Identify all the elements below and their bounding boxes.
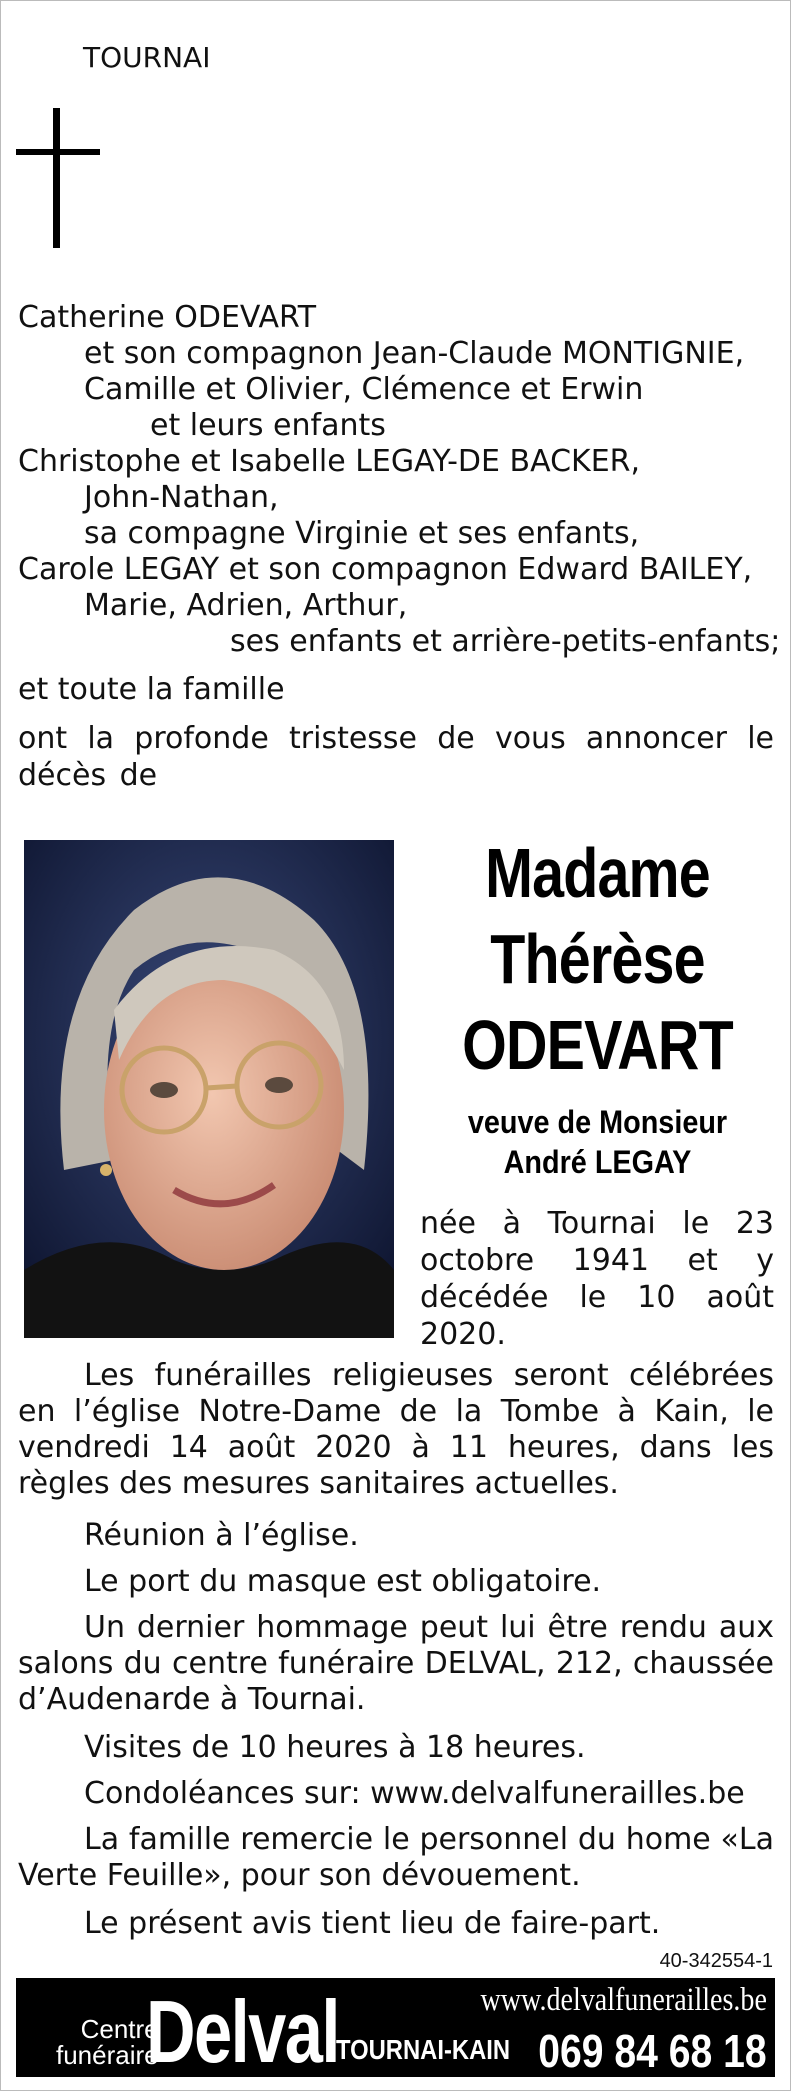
portrait-photo bbox=[24, 840, 394, 1338]
family-line: Christophe et Isabelle LEGAY-DE BACKER, bbox=[18, 444, 641, 479]
family-line: ses enfants et arrière-petits-enfants; bbox=[230, 624, 781, 659]
reference-number: 40-342554-1 bbox=[659, 1950, 773, 1972]
family-line: Carole LEGAY et son compagnon Edward BAILEY, bbox=[18, 552, 753, 587]
centre-line-1: Centre bbox=[80, 2014, 159, 2044]
deceased-title: Madame bbox=[485, 834, 710, 912]
meeting-paragraph: Réunion à l’église. bbox=[84, 1518, 359, 1553]
deceased-first-name: Thérèse bbox=[490, 920, 705, 998]
centre-line-2: funéraire bbox=[56, 2040, 159, 2070]
thanks-paragraph: La famille remercie le personnel du home «La Verte Feuille», pour son dévouement. bbox=[18, 1822, 774, 1893]
widow-line-2: André LEGAY bbox=[503, 1144, 692, 1180]
location-label: TOURNAI-KAIN bbox=[336, 2034, 511, 2065]
family-line: et leurs enfants bbox=[150, 408, 386, 443]
notice-paragraph: Le présent avis tient lieu de faire-part. bbox=[84, 1906, 661, 1941]
family-line: et son compagnon Jean-Claude MONTIGNIE, bbox=[84, 336, 745, 371]
family-line: sa compagne Virginie et ses enfants, bbox=[84, 516, 640, 551]
family-line: Camille et Olivier, Clémence et Erwin bbox=[84, 372, 644, 407]
mask-paragraph: Le port du masque est obligatoire. bbox=[84, 1564, 602, 1599]
brand-logo: Delval bbox=[146, 1982, 339, 2081]
city-header: TOURNAI bbox=[83, 41, 211, 74]
family-line: Marie, Adrien, Arthur, bbox=[84, 588, 408, 623]
funeral-home-banner bbox=[16, 1978, 775, 2081]
website-link[interactable]: www.delvalfunerailles.be bbox=[480, 1982, 767, 2018]
condolences-paragraph: Condoléances sur: www.delvalfunerailles.be bbox=[84, 1776, 745, 1811]
family-line: Catherine ODEVART bbox=[18, 300, 317, 335]
announcement: ont la profonde tristesse de vous annoncer le décès de bbox=[18, 721, 774, 793]
phone-number[interactable]: 069 84 68 18 bbox=[538, 2025, 767, 2077]
birth-death-text: née à Tournai le 23 octobre 1941 et y décédée le 10 août 2020. bbox=[420, 1206, 774, 1352]
funeral-paragraph: Les funérailles religieuses seront célébrées en l’église Notre-Dame de la Tombe à Kain, le vendredi 14 août 2020 à 11 heures, dans les règles des mesures sanitaires actuelles. bbox=[18, 1358, 774, 1501]
centre-label bbox=[56, 2016, 159, 2068]
visits-paragraph: Visites de 10 heures à 18 heures. bbox=[84, 1730, 586, 1765]
family-line: John-Nathan, bbox=[84, 480, 279, 515]
deceased-last-name: ODEVART bbox=[462, 1006, 733, 1084]
deceased-name bbox=[420, 830, 775, 1182]
family-line: et toute la famille bbox=[18, 672, 285, 707]
tribute-paragraph: Un dernier hommage peut lui être rendu aux salons du centre funéraire DELVAL, 212, chaussée d’Audenarde à Tournai. bbox=[18, 1610, 774, 1717]
widow-line-1: veuve de Monsieur bbox=[467, 1104, 728, 1140]
